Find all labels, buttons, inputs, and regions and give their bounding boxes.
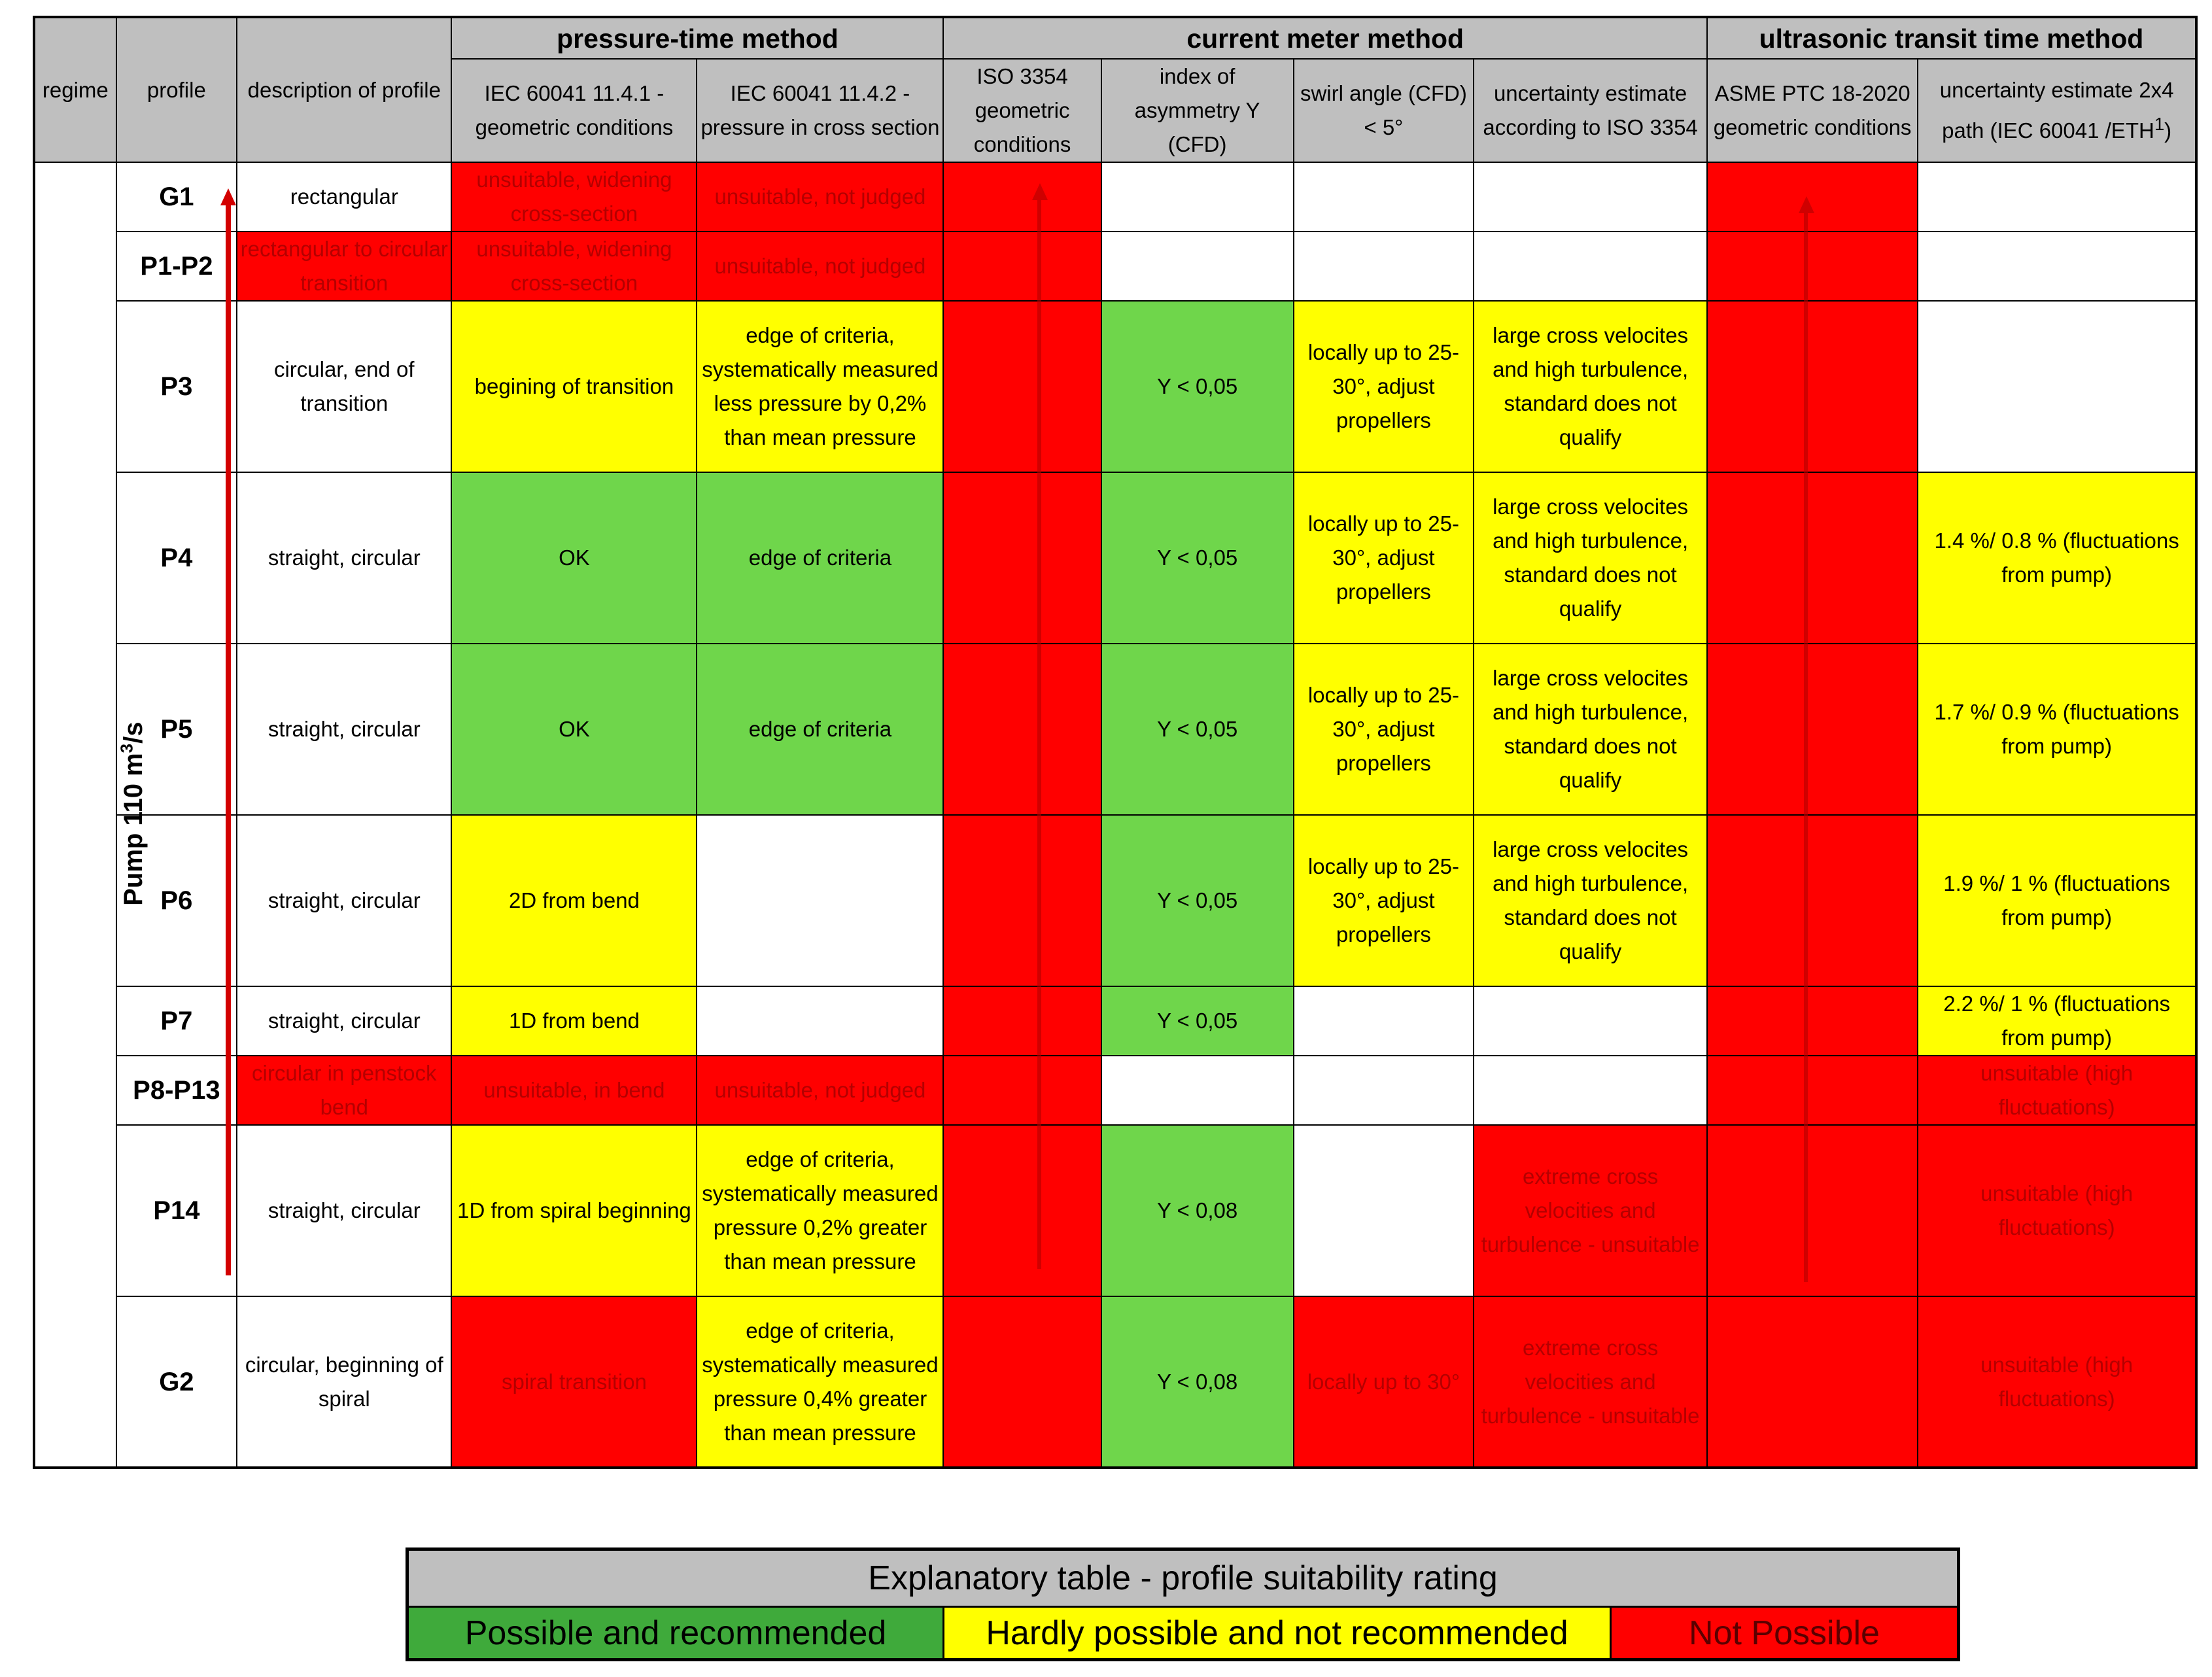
legend-table: [406, 1547, 1960, 1661]
us-uncertainty-cell: [1918, 301, 2196, 472]
us-asme-cell: [1707, 986, 1918, 1056]
cm-iso-cell: [943, 301, 1101, 472]
description-cell: rectangular to circular transition: [237, 232, 451, 301]
cm-uncertainty-cell: extreme cross velocities and turbulence - unsuitable: [1474, 1296, 1707, 1468]
description-cell: circular, beginning of spiral: [237, 1296, 451, 1468]
cm-swirl-cell: locally up to 30°: [1294, 1296, 1474, 1468]
cm-uncertainty-cell: extreme cross velocities and turbulence - unsuitable: [1474, 1125, 1707, 1296]
us-uncertainty-cell: 2.2 %/ 1 % (fluctuations from pump): [1918, 986, 2196, 1056]
us-asme-cell: [1707, 1296, 1918, 1468]
description-cell: straight, circular: [237, 986, 451, 1056]
us-uncertainty-cell: 1.4 %/ 0.8 % (fluctuations from pump): [1918, 472, 2196, 644]
description-cell: rectangular: [237, 162, 451, 232]
cm-iso-cell: [943, 232, 1101, 301]
pt-geometric-cell: begining of transition: [451, 301, 697, 472]
pt-geometric-cell: OK: [451, 644, 697, 815]
profile-cell: P14: [116, 1125, 237, 1296]
cm-swirl-cell: locally up to 25-30°, adjust propellers: [1294, 644, 1474, 815]
cm-swirl-cell: [1294, 162, 1474, 232]
description-cell: circular, end of transition: [237, 301, 451, 472]
pt-pressure-cell: [697, 986, 943, 1056]
pt-pressure-cell: unsuitable, not judged: [697, 232, 943, 301]
cm-iso-cell: [943, 1056, 1101, 1125]
header-pressure-time: pressure-time method: [451, 17, 943, 59]
header-cm-uncertainty: uncertainty estimate according to ISO 3354: [1474, 59, 1707, 162]
legend-yellow: Hardly possible and not recommended: [944, 1607, 1611, 1660]
cm-iso-cell: [943, 1125, 1101, 1296]
profile-cell: G1: [116, 162, 237, 232]
us-asme-cell: [1707, 472, 1918, 644]
pt-geometric-cell: 1D from bend: [451, 986, 697, 1056]
header-description: description of profile: [237, 17, 451, 162]
pt-geometric-cell: unsuitable, widening cross-section: [451, 162, 697, 232]
pt-geometric-cell: unsuitable, widening cross-section: [451, 232, 697, 301]
pt-geometric-cell: spiral transition: [451, 1296, 697, 1468]
pt-pressure-cell: unsuitable, not judged: [697, 162, 943, 232]
cm-iso-cell: [943, 162, 1101, 232]
pt-geometric-cell: 2D from bend: [451, 815, 697, 986]
cm-index-cell: [1101, 232, 1294, 301]
regime-label: Pump 110 $m^3/s$: [116, 721, 148, 907]
cm-swirl-cell: locally up to 25-30°, adjust propellers: [1294, 815, 1474, 986]
header-ultrasonic: ultrasonic transit time method: [1707, 17, 2196, 59]
us-uncertainty-cell: [1918, 232, 2196, 301]
cm-index-cell: Y < 0,08: [1101, 1125, 1294, 1296]
cm-index-cell: Y < 0,05: [1101, 301, 1294, 472]
cm-swirl-cell: [1294, 232, 1474, 301]
pt-geometric-cell: unsuitable, in bend: [451, 1056, 697, 1125]
header-cm-swirl: swirl angle (CFD) < 5°: [1294, 59, 1474, 162]
cm-uncertainty-cell: large cross velocites and high turbulence, standard does not qualify: [1474, 472, 1707, 644]
header-us-uncertainty: uncertainty estimate 2x4 path (IEC 60041 /ETH$^1$): [1918, 59, 2196, 162]
pt-pressure-cell: edge of criteria: [697, 644, 943, 815]
description-cell: circular in penstock bend: [237, 1056, 451, 1125]
header-pt-geometric: IEC 60041 11.4.1 - geometric conditions: [451, 59, 697, 162]
header-cm-index: index of asymmetry Y (CFD): [1101, 59, 1294, 162]
profile-cell: P1-P2: [116, 232, 237, 301]
cm-swirl-cell: locally up to 25-30°, adjust propellers: [1294, 301, 1474, 472]
cm-swirl-cell: [1294, 1125, 1474, 1296]
us-asme-cell: [1707, 815, 1918, 986]
us-uncertainty-cell: unsuitable (high fluctuations): [1918, 1056, 2196, 1125]
profile-cell: P7: [116, 986, 237, 1056]
cm-index-cell: Y < 0,05: [1101, 472, 1294, 644]
cm-index-cell: Y < 0,05: [1101, 644, 1294, 815]
profile-cell: P3: [116, 301, 237, 472]
pt-geometric-cell: 1D from spiral beginning: [451, 1125, 697, 1296]
legend-red: Not Possible: [1611, 1607, 1959, 1660]
header-regime: regime: [34, 17, 116, 162]
cm-swirl-cell: [1294, 986, 1474, 1056]
pt-geometric-cell: OK: [451, 472, 697, 644]
cm-uncertainty-cell: large cross velocites and high turbulence, standard does not qualify: [1474, 301, 1707, 472]
us-asme-cell: [1707, 644, 1918, 815]
suitability-table: [33, 16, 2198, 1469]
cm-iso-cell: [943, 1296, 1101, 1468]
us-asme-cell: [1707, 1056, 1918, 1125]
header-profile: profile: [116, 17, 237, 162]
us-uncertainty-cell: 1.9 %/ 1 % (fluctuations from pump): [1918, 815, 2196, 986]
cm-uncertainty-cell: large cross velocites and high turbulence, standard does not qualify: [1474, 815, 1707, 986]
us-uncertainty-cell: [1918, 162, 2196, 232]
cm-swirl-cell: [1294, 1056, 1474, 1125]
header-us-asme: ASME PTC 18-2020 geometric conditions: [1707, 59, 1918, 162]
profile-cell: P6: [116, 815, 237, 986]
pt-pressure-cell: edge of criteria, systematically measured pressure 0,2% greater than mean pressure: [697, 1125, 943, 1296]
cm-iso-cell: [943, 815, 1101, 986]
profile-cell: G2: [116, 1296, 237, 1468]
pt-pressure-cell: edge of criteria, systematically measured less pressure by 0,2% than mean pressure: [697, 301, 943, 472]
us-asme-cell: [1707, 232, 1918, 301]
cm-swirl-cell: locally up to 25-30°, adjust propellers: [1294, 472, 1474, 644]
profile-cell: P4: [116, 472, 237, 644]
cm-uncertainty-cell: large cross velocites and high turbulence, standard does not qualify: [1474, 644, 1707, 815]
header-cm-iso: ISO 3354 geometric conditions: [943, 59, 1101, 162]
cm-index-cell: Y < 0,08: [1101, 1296, 1294, 1468]
pt-pressure-cell: [697, 815, 943, 986]
us-uncertainty-cell: 1.7 %/ 0.9 % (fluctuations from pump): [1918, 644, 2196, 815]
cm-uncertainty-cell: [1474, 986, 1707, 1056]
cm-iso-cell: [943, 472, 1101, 644]
profile-cell: P5: [116, 644, 237, 815]
profile-cell: P8-P13: [116, 1056, 237, 1125]
legend-green: Possible and recommended: [407, 1607, 944, 1660]
cm-index-cell: Y < 0,05: [1101, 815, 1294, 986]
cm-iso-cell: [943, 986, 1101, 1056]
cm-uncertainty-cell: [1474, 162, 1707, 232]
cm-uncertainty-cell: [1474, 1056, 1707, 1125]
pt-pressure-cell: unsuitable, not judged: [697, 1056, 943, 1125]
pt-pressure-cell: edge of criteria: [697, 472, 943, 644]
description-cell: straight, circular: [237, 644, 451, 815]
cm-index-cell: Y < 0,05: [1101, 986, 1294, 1056]
header-pt-pressure: IEC 60041 11.4.2 - pressure in cross section: [697, 59, 943, 162]
cm-iso-cell: [943, 644, 1101, 815]
legend-title: Explanatory table - profile suitability rating: [407, 1549, 1959, 1607]
us-asme-cell: [1707, 301, 1918, 472]
us-uncertainty-cell: unsuitable (high fluctuations): [1918, 1296, 2196, 1468]
regime-cell: [34, 162, 148, 1468]
us-asme-cell: [1707, 1125, 1918, 1296]
us-uncertainty-cell: unsuitable (high fluctuations): [1918, 1125, 2196, 1296]
description-cell: straight, circular: [237, 1125, 451, 1296]
cm-index-cell: [1101, 162, 1294, 232]
cm-uncertainty-cell: [1474, 232, 1707, 301]
header-current-meter: current meter method: [943, 17, 1707, 59]
description-cell: straight, circular: [237, 815, 451, 986]
pt-pressure-cell: edge of criteria, systematically measured pressure 0,4% greater than mean pressure: [697, 1296, 943, 1468]
description-cell: straight, circular: [237, 472, 451, 644]
cm-index-cell: [1101, 1056, 1294, 1125]
